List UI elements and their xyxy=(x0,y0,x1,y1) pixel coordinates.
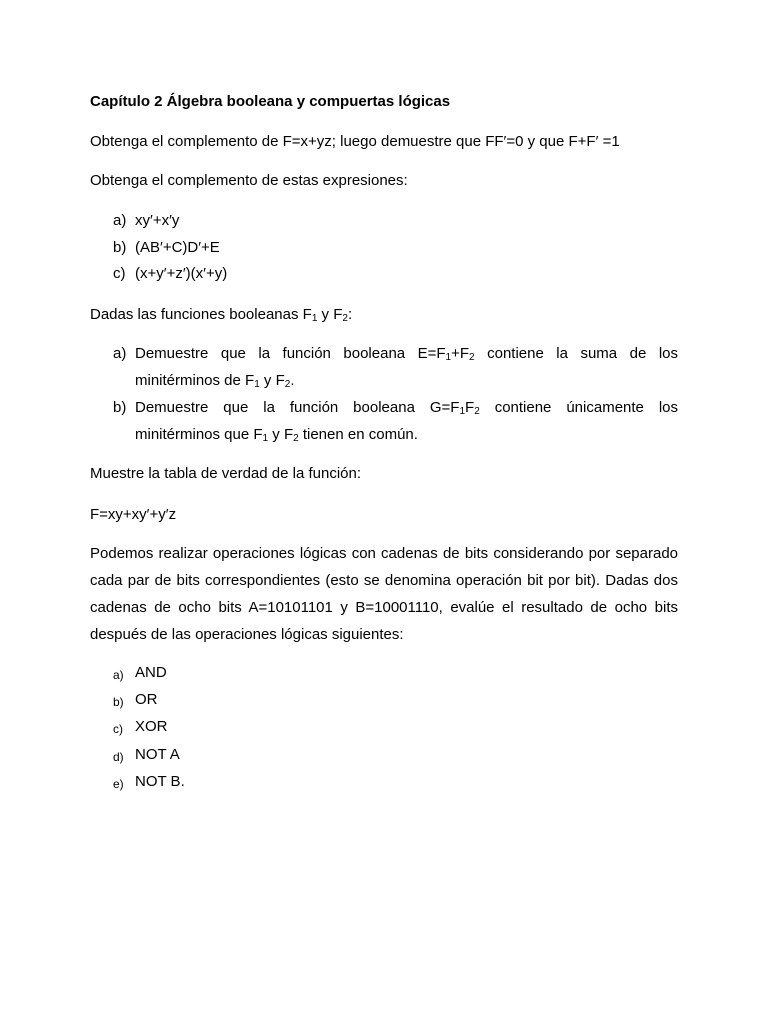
exercise-1: Obtenga el complemento de F=x+yz; luego demuestre que FF′=0 y que F+F′ =1 xyxy=(90,133,620,150)
list-item-text: NOT A xyxy=(135,746,180,763)
function-expression: F=xy+xy′+y′z xyxy=(90,506,177,523)
list-item-text: AND xyxy=(135,664,167,681)
exercise-2-intro: Obtenga el complemento de estas expresiones: xyxy=(90,172,408,189)
list-marker: b) xyxy=(113,695,124,709)
chapter-title: Capítulo 2 Álgebra booleana y compuertas lógicas xyxy=(90,93,451,110)
list-item-text: Demuestre que la función booleana $G=F_1F_2$ contiene únicamente los minitérminos que $F_1$ y $F_2$ tienen en común. xyxy=(135,399,679,444)
list-marker: a) xyxy=(113,345,127,362)
list-marker: c) xyxy=(113,722,123,736)
list-marker: d) xyxy=(113,750,124,764)
list-marker: e) xyxy=(113,777,124,791)
list-marker: a) xyxy=(113,668,124,682)
list-item xyxy=(113,394,678,448)
list-item-text: XOR xyxy=(135,718,168,735)
exercise-3-intro: Dadas las funciones booleanas $F_1$ y $F_2$: xyxy=(90,306,353,324)
list-item-text: xy′+x′y xyxy=(135,212,180,229)
list-item-text: (AB′+C)D′+E xyxy=(135,239,220,256)
list-item-text: OR xyxy=(135,691,158,708)
list-marker: b) xyxy=(113,399,127,416)
list-item-text: Demuestre que la función booleana $E=F_1+F_2$ contiene la suma de los minitérminos de $F_1$ y $F_2$. xyxy=(135,345,678,390)
exercise-4-intro: Muestre la tabla de verdad de la función: xyxy=(90,465,362,482)
list-marker: b) xyxy=(113,239,127,256)
list-marker: c) xyxy=(113,265,126,282)
exercise-5-paragraph: Podemos realizar operaciones lógicas con cadenas de bits considerando por separado cada par de bits correspondientes (esto se denomina operación bit por bit). Dadas dos cadenas de ocho bits A=10101101 y B=10001110, evalúe el resultado de ocho bits después de las operaciones lógicas siguientes: xyxy=(90,545,678,643)
list-item xyxy=(113,340,678,394)
list-marker: a) xyxy=(113,212,127,229)
list-item-text: (x+y′+z′)(x′+y) xyxy=(135,265,228,282)
list-item-text: NOT B. xyxy=(135,773,185,790)
